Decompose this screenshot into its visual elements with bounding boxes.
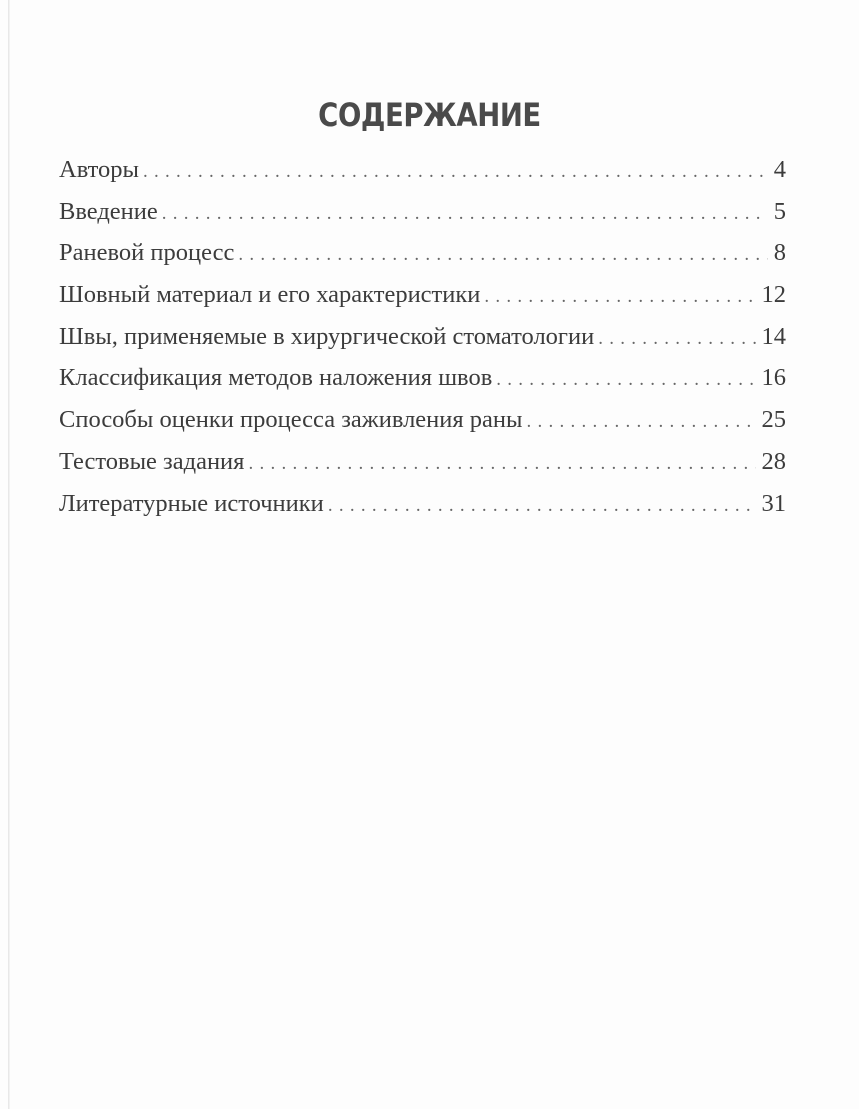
toc-entry-healing-assessment[interactable] <box>59 406 786 448</box>
toc-entry-suture-material[interactable] <box>59 281 786 323</box>
dot-leader <box>598 328 755 350</box>
dot-leader <box>526 411 755 433</box>
dot-leader <box>484 286 755 308</box>
toc-entry-title: Шовный материал и его характеристики <box>59 281 481 309</box>
toc-entry-title: Тестовые задания <box>59 447 245 475</box>
toc-entry-page: 5 <box>773 197 786 225</box>
toc-entry-classification[interactable] <box>59 364 786 406</box>
toc-entry-title: Раневой процесс <box>59 239 235 267</box>
toc-entry-title: Литературные источники <box>59 489 324 517</box>
toc-entry-page: 8 <box>773 239 786 267</box>
toc-entry-page: 28 <box>761 447 786 475</box>
toc-entry-title: Введение <box>59 197 158 225</box>
toc-entry-introduction[interactable] <box>59 198 786 240</box>
toc-entry-test-tasks[interactable] <box>59 448 786 490</box>
toc-entry-page: 25 <box>761 406 786 434</box>
toc-entry-page: 4 <box>773 156 786 183</box>
page-edge <box>8 0 10 1109</box>
toc-entry-title: Способы оценки процесса заживления раны <box>59 406 523 434</box>
toc-entry-title: Классификация методов наложения швов <box>59 364 493 392</box>
page-title: СОДЕРЖАНИЕ <box>318 96 541 134</box>
dot-leader <box>162 203 768 225</box>
toc-entry-authors[interactable] <box>59 156 786 198</box>
toc-entry-page: 14 <box>761 322 786 350</box>
toc-entry-sutures-in-surgery[interactable] <box>59 323 786 365</box>
dot-leader <box>238 244 767 266</box>
toc-entry-wound-process[interactable] <box>59 239 786 281</box>
dot-leader <box>248 453 755 475</box>
dot-leader <box>143 161 768 183</box>
toc-entry-references[interactable] <box>59 490 786 532</box>
toc-entry-title: Авторы <box>59 156 139 183</box>
toc-entry-title: Швы, применяемые в хирургической стоматологии <box>59 322 595 350</box>
dot-leader <box>328 495 756 517</box>
dot-leader <box>496 369 755 391</box>
toc-entry-page: 12 <box>761 281 786 309</box>
toc-entry-page: 16 <box>761 364 786 392</box>
toc-entry-page: 31 <box>761 489 786 517</box>
table-of-contents <box>59 156 786 531</box>
